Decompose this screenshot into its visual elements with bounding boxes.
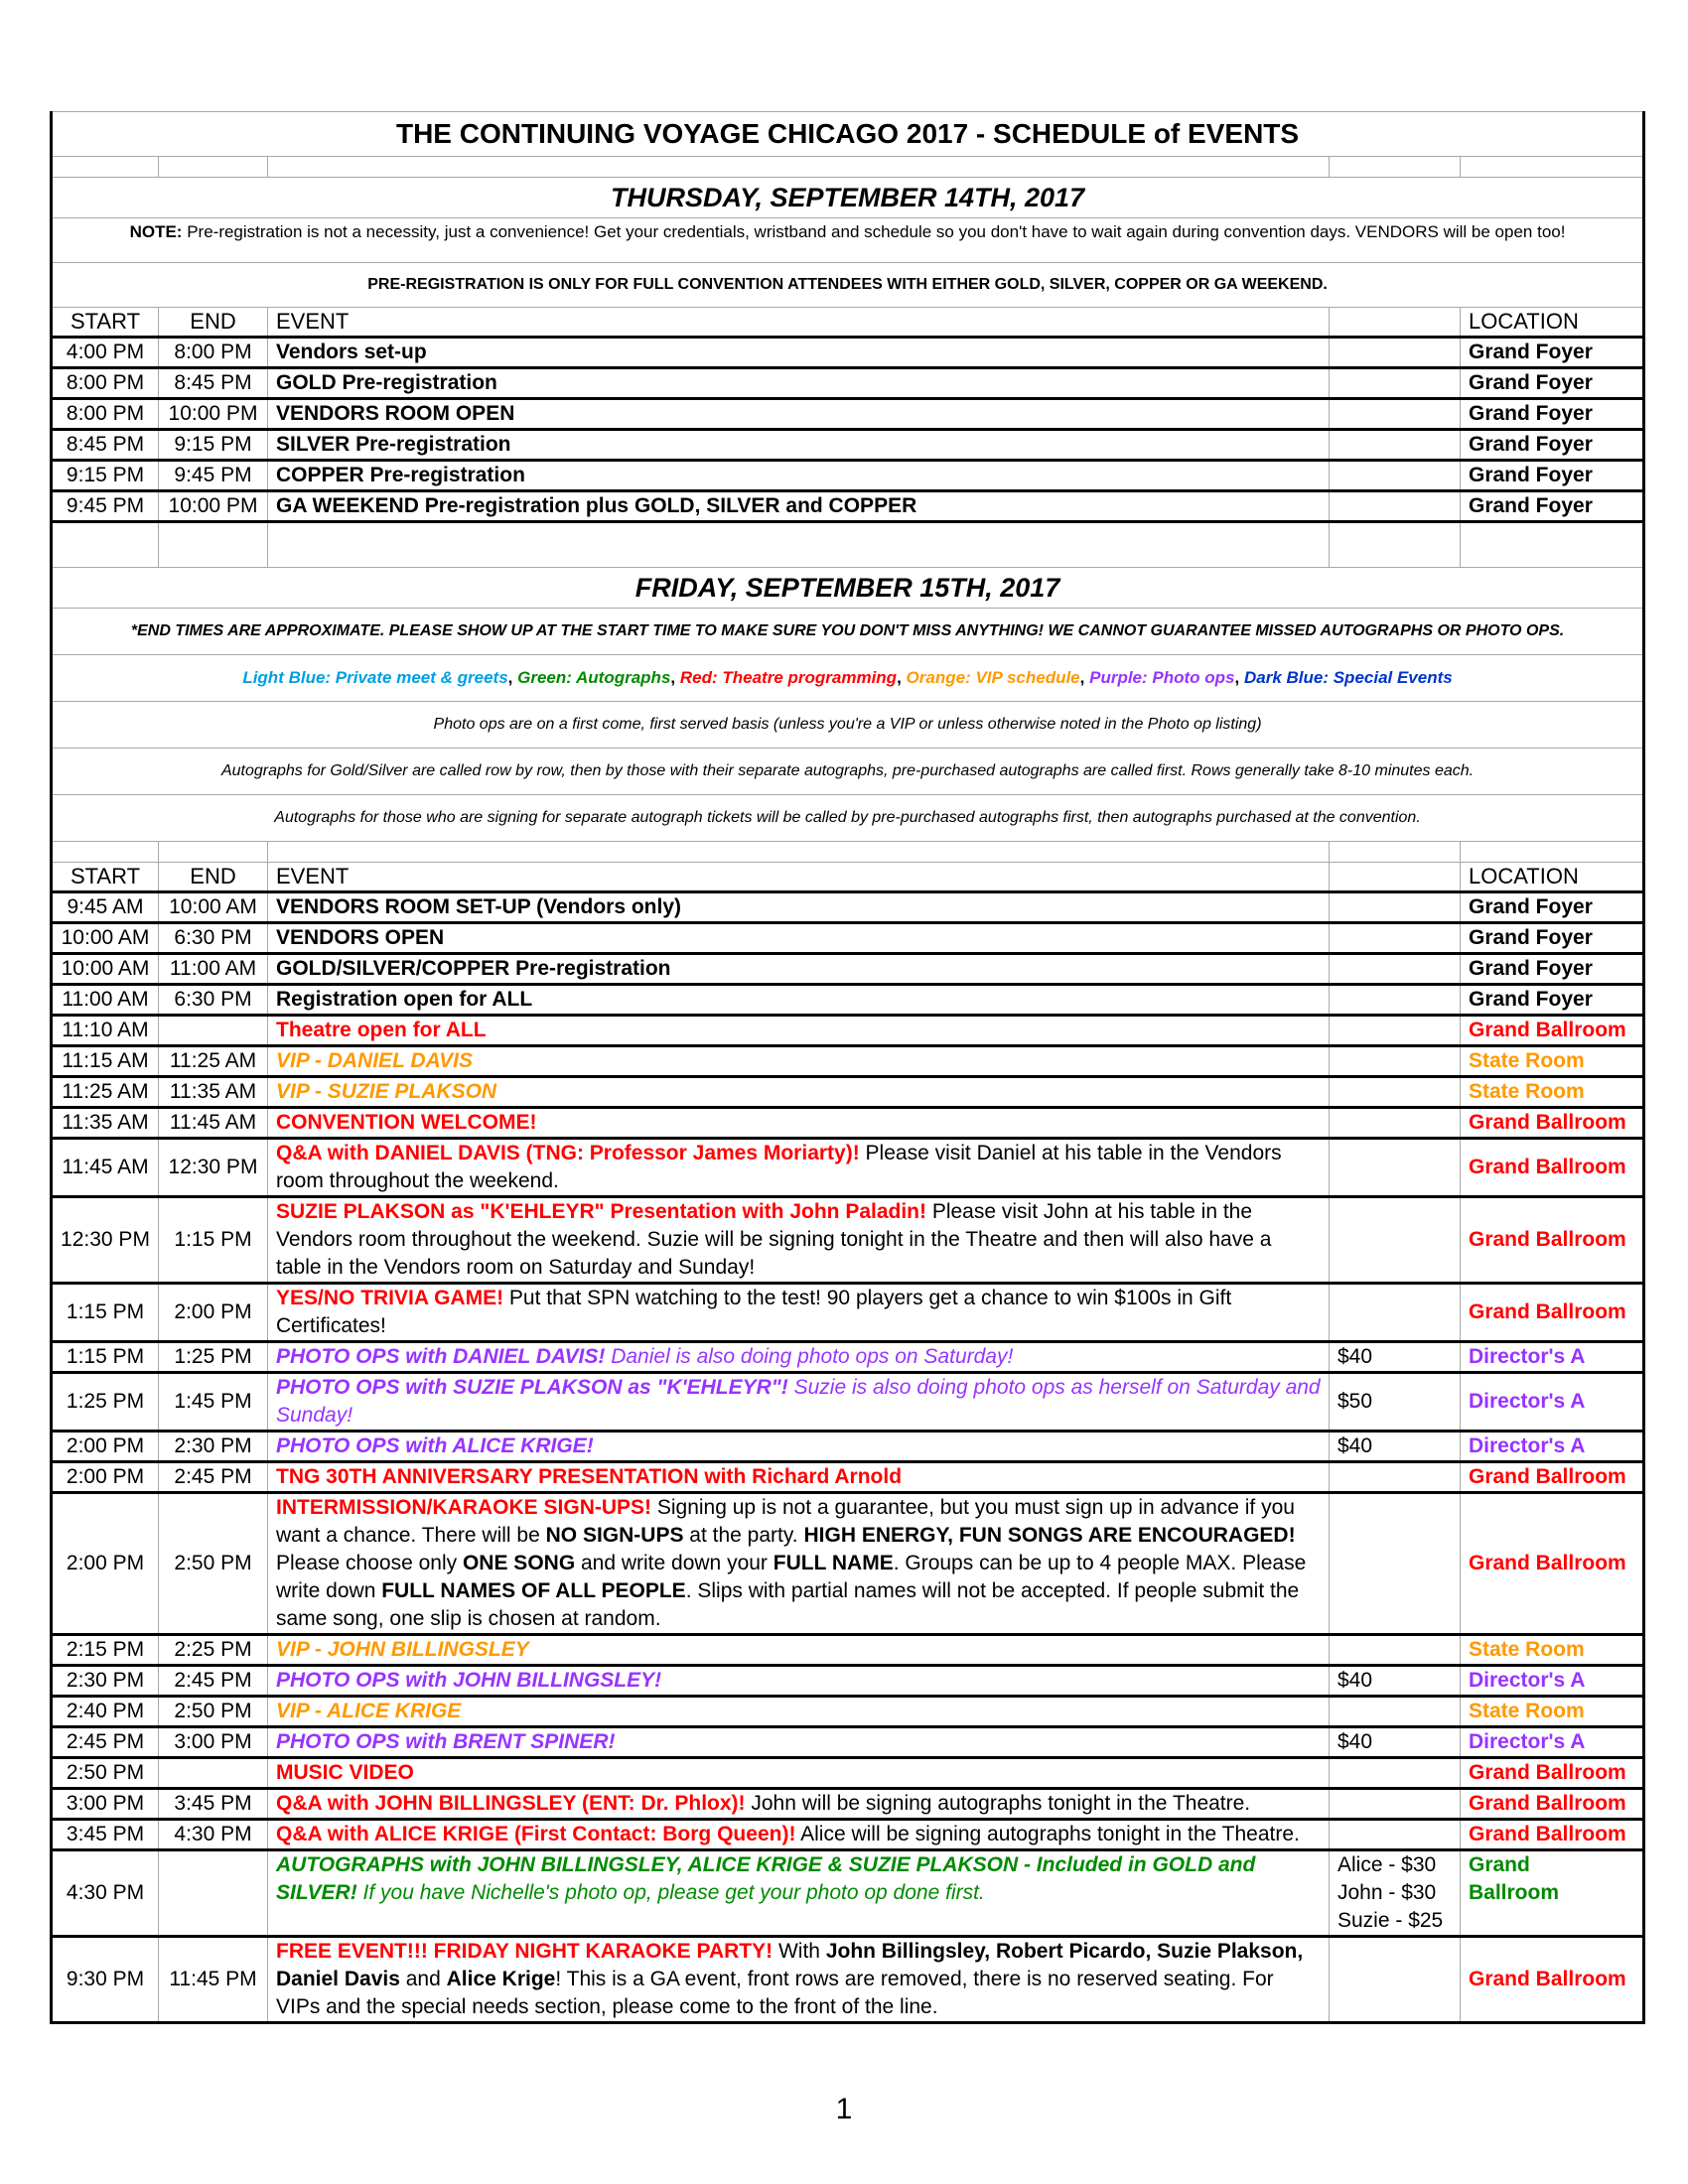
event-details: and write down your: [575, 1552, 774, 1574]
location: Grand Foyer: [1461, 491, 1644, 522]
end-header: END: [159, 863, 268, 892]
event-name: [268, 1197, 1330, 1284]
location-header: LOCATION: [1461, 308, 1644, 338]
location: Grand Foyer: [1461, 368, 1644, 399]
end-time: 2:50 PM: [159, 1493, 268, 1635]
table-row: [52, 1789, 1644, 1820]
friday-rows: [52, 892, 1644, 2023]
price: $50: [1330, 1373, 1461, 1432]
end-times-note: *END TIMES ARE APPROXIMATE. PLEASE SHOW UP AT THE START TIME TO MAKE SURE YOU DON'T MISS ANYTHING! WE CANNOT GUARANTEE MISSED AUTOGRAPHS OR PHOTO OPS.: [52, 609, 1644, 655]
start-header: START: [52, 863, 159, 892]
event-details: Suzie is also doing photo ops as herself on Saturday and Sunday!: [276, 1376, 1321, 1427]
table-row: [52, 1016, 1644, 1046]
location: Grand Ballroom: [1461, 1108, 1644, 1139]
location: Grand Ballroom: [1461, 1016, 1644, 1046]
legend-dark-blue: Dark Blue: Special Events: [1243, 668, 1453, 687]
event-details: at the party.: [683, 1524, 804, 1547]
table-row: [52, 430, 1644, 461]
location: State Room: [1461, 1077, 1644, 1108]
start-time: 2:45 PM: [52, 1727, 159, 1758]
start-time: 9:15 PM: [52, 461, 159, 491]
event-details: If you have Nichelle's photo op, please get your photo op done first.: [356, 1881, 985, 1904]
start-time: 2:15 PM: [52, 1635, 159, 1666]
event-name: [268, 1373, 1330, 1432]
end-time: 3:45 PM: [159, 1789, 268, 1820]
start-time: 2:50 PM: [52, 1758, 159, 1789]
table-row: [52, 892, 1644, 923]
event-name: [268, 1850, 1330, 1937]
event-name: [268, 1342, 1330, 1373]
table-row: [52, 1727, 1644, 1758]
end-time: 2:45 PM: [159, 1666, 268, 1697]
friday-heading: FRIDAY, SEPTEMBER 15TH, 2017: [52, 568, 1644, 609]
thursday-heading: THURSDAY, SEPTEMBER 14TH, 2017: [52, 178, 1644, 218]
table-row: [52, 1462, 1644, 1493]
start-time: 9:30 PM: [52, 1937, 159, 2023]
event-header: EVENT: [268, 308, 1330, 338]
start-time: 9:45 AM: [52, 892, 159, 923]
event-name: [268, 1820, 1330, 1850]
end-time: 1:45 PM: [159, 1373, 268, 1432]
event-details: John will be signing autographs tonight in the Theatre.: [745, 1792, 1251, 1815]
event-name: [268, 1493, 1330, 1635]
event-name: PHOTO OPS with JOHN BILLINGSLEY!: [268, 1666, 1330, 1697]
location: Grand Foyer: [1461, 338, 1644, 368]
location: Grand Ballroom: [1461, 1493, 1644, 1635]
legend-separator: ,: [507, 668, 513, 687]
end-time: 2:00 PM: [159, 1284, 268, 1342]
location: Director's A: [1461, 1342, 1644, 1373]
event-title: FREE EVENT!!! FRIDAY NIGHT KARAOKE PARTY!: [276, 1940, 774, 1963]
table-row: [52, 399, 1644, 430]
end-time: 2:30 PM: [159, 1432, 268, 1462]
start-time: 2:00 PM: [52, 1493, 159, 1635]
end-time: 4:30 PM: [159, 1820, 268, 1850]
event-emphasis: FULL NAME: [773, 1552, 894, 1574]
event-details: . Groups can be up to 4 people MAX. Please write down: [276, 1552, 1307, 1602]
end-time: 2:25 PM: [159, 1635, 268, 1666]
photo-ops-note: Photo ops are on a first come, first served basis (unless you're a VIP or unless otherwise noted in the Photo op listing): [52, 702, 1644, 749]
end-time: [159, 1758, 268, 1789]
prereg-note: PRE-REGISTRATION IS ONLY FOR FULL CONVENTION ATTENDEES WITH EITHER GOLD, SILVER, COPPER OR GA WEEKEND.: [52, 263, 1644, 308]
location: Grand Foyer: [1461, 399, 1644, 430]
page-number: 1: [835, 2093, 853, 2125]
thursday-rows: [52, 338, 1644, 522]
location: [1461, 1850, 1644, 1937]
location: Director's A: [1461, 1727, 1644, 1758]
event-name: VIP - JOHN BILLINGSLEY: [268, 1635, 1330, 1666]
end-time: 11:45 AM: [159, 1108, 268, 1139]
end-time: 3:00 PM: [159, 1727, 268, 1758]
end-time: 11:45 PM: [159, 1937, 268, 2023]
event-details: Please visit Daniel at his table in the Vendors room throughout the weekend.: [276, 1142, 1282, 1192]
table-row: [52, 368, 1644, 399]
start-time: 1:15 PM: [52, 1284, 159, 1342]
location: Grand Foyer: [1461, 461, 1644, 491]
start-header: START: [52, 308, 159, 338]
start-time: 2:30 PM: [52, 1666, 159, 1697]
location: Grand Ballroom: [1461, 1462, 1644, 1493]
start-time: 11:00 AM: [52, 985, 159, 1016]
event-title: PHOTO OPS with DANIEL DAVIS!: [276, 1345, 606, 1368]
separate-autograph-note: Autographs for those who are signing for separate autograph tickets will be called by pre-purchased autographs first, then autographs purchased at the convention.: [52, 795, 1644, 842]
event-name: PHOTO OPS with BRENT SPINER!: [268, 1727, 1330, 1758]
end-time: 6:30 PM: [159, 985, 268, 1016]
table-row: [52, 1197, 1644, 1284]
location: Grand Ballroom: [1461, 1937, 1644, 2023]
schedule-table: [50, 111, 1645, 2024]
event-emphasis: Alice Krige: [446, 1968, 556, 1990]
start-time: 3:45 PM: [52, 1820, 159, 1850]
friday-header-row: [52, 863, 1644, 892]
thursday-header-row: [52, 308, 1644, 338]
table-row: [52, 1820, 1644, 1850]
event-name: [268, 1789, 1330, 1820]
table-row: [52, 1284, 1644, 1342]
location: Grand Foyer: [1461, 892, 1644, 923]
table-row: [52, 1046, 1644, 1077]
event-name: MUSIC VIDEO: [268, 1758, 1330, 1789]
price: $40: [1330, 1727, 1461, 1758]
start-time: 3:00 PM: [52, 1789, 159, 1820]
event-name: Registration open for ALL: [268, 985, 1330, 1016]
location: Director's A: [1461, 1373, 1644, 1432]
end-time: 11:00 AM: [159, 954, 268, 985]
end-time: 8:45 PM: [159, 368, 268, 399]
table-row: [52, 985, 1644, 1016]
location: Grand Ballroom: [1461, 1789, 1644, 1820]
price: Alice - $30: [1337, 1853, 1437, 1876]
event-name: GOLD/SILVER/COPPER Pre-registration: [268, 954, 1330, 985]
note-label: NOTE:: [129, 222, 183, 241]
event-details: Please choose only: [276, 1552, 463, 1574]
end-time: 1:25 PM: [159, 1342, 268, 1373]
event-title: AUTOGRAPHS with JOHN BILLINGSLEY, ALICE KRIGE & SUZIE PLAKSON - Included in GOLD and SILVER!: [276, 1853, 1256, 1904]
event-emphasis: FULL NAMES OF ALL PEOPLE: [381, 1579, 686, 1602]
event-name: PHOTO OPS with ALICE KRIGE!: [268, 1432, 1330, 1462]
event-details: Alice will be signing autographs tonight in the Theatre.: [795, 1823, 1300, 1845]
start-time: 8:45 PM: [52, 430, 159, 461]
event-details: ! This is a GA event, front rows are removed, there is no reserved seating. For VIPs and the special needs section, please come to the front of the line.: [276, 1968, 1274, 2018]
start-time: 10:00 AM: [52, 954, 159, 985]
event-name: COPPER Pre-registration: [268, 461, 1330, 491]
location-line: Ballroom: [1469, 1881, 1560, 1904]
table-row: [52, 461, 1644, 491]
event-name: Theatre open for ALL: [268, 1016, 1330, 1046]
event-title: Q&A with JOHN BILLINGSLEY (ENT: Dr. Phlox)!: [276, 1792, 746, 1815]
location: State Room: [1461, 1697, 1644, 1727]
table-row: [52, 1937, 1644, 2023]
event-name: VIP - DANIEL DAVIS: [268, 1046, 1330, 1077]
event-name: VENDORS ROOM OPEN: [268, 399, 1330, 430]
location-line: Grand: [1469, 1853, 1530, 1876]
event-emphasis: NO SIGN-UPS: [545, 1524, 684, 1547]
end-time: [159, 1850, 268, 1937]
price-list: [1330, 1850, 1461, 1937]
start-time: 2:00 PM: [52, 1432, 159, 1462]
event-details: Daniel is also doing photo ops on Saturday!: [605, 1345, 1014, 1368]
event-name: [268, 1139, 1330, 1197]
price: John - $30: [1337, 1881, 1437, 1904]
event-title: YES/NO TRIVIA GAME!: [276, 1287, 504, 1309]
table-row: [52, 491, 1644, 522]
table-row: [52, 1373, 1644, 1432]
start-time: 1:25 PM: [52, 1373, 159, 1432]
end-time: 8:00 PM: [159, 338, 268, 368]
end-header: END: [159, 308, 268, 338]
legend-separator: ,: [1234, 668, 1240, 687]
event-details: Please visit John at his table in the Vendors room throughout the weekend. Suzie will be signing tonight in the Theatre and then will also have a table in the Vendors room on Saturday and Sunday!: [276, 1200, 1272, 1279]
end-time: 9:15 PM: [159, 430, 268, 461]
legend-separator: ,: [1079, 668, 1085, 687]
event-details: . Slips with partial names will not be accepted. If people submit the same song, one slip is chosen at random.: [276, 1579, 1300, 1630]
schedule-sheet: [50, 111, 1642, 2024]
event-name: [268, 1937, 1330, 2023]
end-time: 2:45 PM: [159, 1462, 268, 1493]
start-time: 2:40 PM: [52, 1697, 159, 1727]
event-header: EVENT: [268, 863, 1330, 892]
table-row: [52, 1139, 1644, 1197]
location: Grand Ballroom: [1461, 1197, 1644, 1284]
start-time: 9:45 PM: [52, 491, 159, 522]
start-time: 11:25 AM: [52, 1077, 159, 1108]
end-time: 9:45 PM: [159, 461, 268, 491]
event-title: Q&A with ALICE KRIGE (First Contact: Borg Queen)!: [276, 1823, 796, 1845]
location: Director's A: [1461, 1432, 1644, 1462]
end-time: 11:25 AM: [159, 1046, 268, 1077]
end-time: 1:15 PM: [159, 1197, 268, 1284]
location: Grand Foyer: [1461, 923, 1644, 954]
end-time: 10:00 AM: [159, 892, 268, 923]
event-title: Q&A with DANIEL DAVIS (TNG: Professor James Moriarty)!: [276, 1142, 860, 1164]
legend-light-blue: Light Blue: Private meet & greets: [242, 668, 508, 687]
event-details: Signing up is not a guarantee, but you must sign up in advance if you want a chance. There will be: [276, 1496, 1295, 1547]
end-time: 10:00 PM: [159, 399, 268, 430]
thursday-note: [52, 218, 1644, 263]
location: Director's A: [1461, 1666, 1644, 1697]
event-details: With: [773, 1940, 826, 1963]
table-row: [52, 1108, 1644, 1139]
color-legend: [52, 655, 1644, 702]
table-row: [52, 1697, 1644, 1727]
event-name: TNG 30TH ANNIVERSARY PRESENTATION with Richard Arnold: [268, 1462, 1330, 1493]
event-name: SILVER Pre-registration: [268, 430, 1330, 461]
location: Grand Foyer: [1461, 954, 1644, 985]
note-text: Pre-registration is not a necessity, just a convenience! Get your credentials, wristband and schedule so you don't have to wait again during convention days. VENDORS will be open too!: [187, 222, 1566, 241]
location: Grand Ballroom: [1461, 1758, 1644, 1789]
start-time: 8:00 PM: [52, 399, 159, 430]
start-time: 11:45 AM: [52, 1139, 159, 1197]
event-details: and: [399, 1968, 447, 1990]
location: Grand Ballroom: [1461, 1139, 1644, 1197]
location: Grand Foyer: [1461, 985, 1644, 1016]
start-time: 11:10 AM: [52, 1016, 159, 1046]
end-time: 11:35 AM: [159, 1077, 268, 1108]
table-row: [52, 338, 1644, 368]
table-row: [52, 1432, 1644, 1462]
event-emphasis: HIGH ENERGY, FUN SONGS ARE ENCOURAGED!: [803, 1524, 1296, 1547]
start-time: 12:30 PM: [52, 1197, 159, 1284]
start-time: 1:15 PM: [52, 1342, 159, 1373]
legend-separator: ,: [670, 668, 676, 687]
end-time: 12:30 PM: [159, 1139, 268, 1197]
event-details: Put that SPN watching to the test! 90 players get a chance to win $100s in Gift Certificates!: [276, 1287, 1232, 1337]
table-row: [52, 1635, 1644, 1666]
start-time: 11:15 AM: [52, 1046, 159, 1077]
autograph-note: Autographs for Gold/Silver are called row by row, then by those with their separate autographs, pre-purchased autographs are called first. Rows generally take 8-10 minutes each.: [52, 749, 1644, 795]
price: Suzie - $25: [1337, 1909, 1444, 1932]
price: $40: [1330, 1342, 1461, 1373]
legend-orange: Orange: VIP schedule: [906, 668, 1080, 687]
event-title: PHOTO OPS with SUZIE PLAKSON as "K'EHLEYR"!: [276, 1376, 788, 1399]
location: Grand Ballroom: [1461, 1820, 1644, 1850]
end-time: [159, 1016, 268, 1046]
table-row: [52, 954, 1644, 985]
start-time: 4:30 PM: [52, 1850, 159, 1937]
start-time: 8:00 PM: [52, 368, 159, 399]
event-emphasis: John Billingsley, Robert Picardo, Suzie Plakson, Daniel Davis: [276, 1940, 1304, 1990]
location: Grand Ballroom: [1461, 1284, 1644, 1342]
price: $40: [1330, 1432, 1461, 1462]
legend-separator: ,: [897, 668, 902, 687]
legend-purple: Purple: Photo ops: [1089, 668, 1235, 687]
start-time: 10:00 AM: [52, 923, 159, 954]
location: State Room: [1461, 1635, 1644, 1666]
event-name: VIP - SUZIE PLAKSON: [268, 1077, 1330, 1108]
table-row: [52, 1758, 1644, 1789]
event-title: SUZIE PLAKSON as "K'EHLEYR" Presentation with John Paladin!: [276, 1200, 926, 1223]
event-name: GOLD Pre-registration: [268, 368, 1330, 399]
event-name: Vendors set-up: [268, 338, 1330, 368]
legend-red: Red: Theatre programming: [679, 668, 898, 687]
legend-green: Green: Autographs: [517, 668, 671, 687]
table-row: [52, 1850, 1644, 1937]
start-time: 2:00 PM: [52, 1462, 159, 1493]
event-emphasis: ONE SONG: [462, 1552, 576, 1574]
table-row: [52, 1077, 1644, 1108]
event-name: [268, 1284, 1330, 1342]
location: State Room: [1461, 1046, 1644, 1077]
start-time: 4:00 PM: [52, 338, 159, 368]
end-time: 6:30 PM: [159, 923, 268, 954]
end-time: 2:50 PM: [159, 1697, 268, 1727]
table-row: [52, 923, 1644, 954]
start-time: 11:35 AM: [52, 1108, 159, 1139]
event-name: VENDORS ROOM SET-UP (Vendors only): [268, 892, 1330, 923]
event-name: CONVENTION WELCOME!: [268, 1108, 1330, 1139]
table-row: [52, 1666, 1644, 1697]
event-name: VENDORS OPEN: [268, 923, 1330, 954]
event-name: GA WEEKEND Pre-registration plus GOLD, SILVER and COPPER: [268, 491, 1330, 522]
table-row: [52, 1342, 1644, 1373]
price: $40: [1330, 1666, 1461, 1697]
end-time: 10:00 PM: [159, 491, 268, 522]
page-title: THE CONTINUING VOYAGE CHICAGO 2017 - SCHEDULE of EVENTS: [52, 112, 1644, 157]
location-header: LOCATION: [1461, 863, 1644, 892]
event-title: INTERMISSION/KARAOKE SIGN-UPS!: [276, 1496, 652, 1519]
table-row: [52, 1493, 1644, 1635]
event-name: VIP - ALICE KRIGE: [268, 1697, 1330, 1727]
location: Grand Foyer: [1461, 430, 1644, 461]
